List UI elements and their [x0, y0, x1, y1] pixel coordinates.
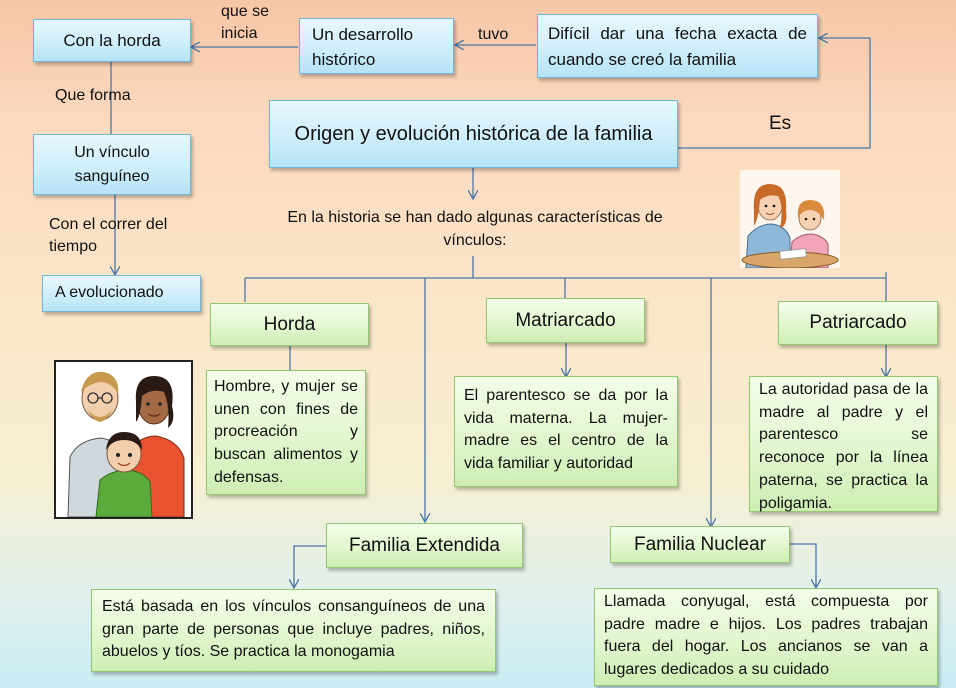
- matriarcado-label: Matriarcado: [515, 309, 616, 331]
- horda-desc-box: [206, 370, 366, 495]
- nuclear-desc-box: [594, 588, 938, 686]
- nuclear-node: [610, 526, 790, 563]
- evolucionado-text: A evolucionado: [55, 284, 164, 301]
- intro-text: En la historia se han dado algunas características de vínculos:: [287, 209, 663, 250]
- matriarcado-desc-box: [454, 376, 678, 487]
- fecha-node: [537, 14, 818, 78]
- patriarcado-desc-box: [749, 376, 938, 512]
- evolucionado-node: [42, 275, 201, 312]
- con-la-horda-node: [33, 19, 191, 62]
- main-title-text: Origen y evolución histórica de la familia: [294, 122, 653, 145]
- nuclear-desc: Llamada conyugal, está compuesta por padre madre e hijos. Los padres trabajan fuera del hogar. Los ancianos se van a lugares dedicados a su cuidado: [604, 593, 928, 679]
- extendida-desc: Está basada en los vínculos consanguíneos de una gran parte de personas que incluye padres, niños, abuelos y tíos. Se practica la monogamia: [102, 598, 485, 661]
- patriarcado-desc: La autoridad pasa de la madre al padre y el parentesco se reconoce por la línea paterna, se practica la poligamia.: [759, 381, 928, 512]
- vinculo-node: [33, 134, 191, 195]
- vinculo-text: Un vínculo sanguíneo: [74, 144, 150, 185]
- que-forma-label: Que forma: [55, 87, 131, 104]
- extendida-label: Familia Extendida: [348, 534, 501, 556]
- mother-child-drawing-icon: [740, 170, 840, 268]
- con-el-tiempo-label: Con el correr del tiempo: [49, 216, 168, 256]
- que-se-inicia-label: que se inicia: [221, 3, 270, 43]
- mother-child-illustration: [740, 170, 840, 268]
- patriarcado-node: [778, 301, 938, 345]
- fecha-text: Difícil dar una fecha exacta de cuando se creó la familia: [548, 24, 807, 69]
- es-label: Es: [769, 113, 792, 134]
- family-illustration: [54, 360, 193, 519]
- tuvo-label: tuvo: [478, 26, 509, 43]
- desarrollo-historico-text: Un desarrollo histórico: [312, 25, 414, 69]
- nuclear-label: Familia Nuclear: [634, 533, 766, 555]
- desarrollo-historico-node: [299, 18, 454, 74]
- family-drawing-icon: [56, 362, 191, 517]
- con-la-horda-text: Con la horda: [63, 30, 161, 50]
- horda-desc: Hombre, y mujer se unen con fines de procreación y buscan alimentos y defensas.: [214, 378, 358, 486]
- horda-label: Horda: [263, 313, 316, 335]
- patriarcado-label: Patriarcado: [809, 312, 907, 333]
- extendida-node: [326, 523, 523, 568]
- matriarcado-node: [486, 298, 645, 343]
- horda-node: [210, 303, 369, 346]
- extendida-desc-box: [91, 589, 496, 672]
- matriarcado-desc: El parentesco se da por la vida materna. La mujer-madre es el centro de la vida familiar y autoridad: [464, 387, 668, 473]
- main-title-node: [269, 100, 678, 168]
